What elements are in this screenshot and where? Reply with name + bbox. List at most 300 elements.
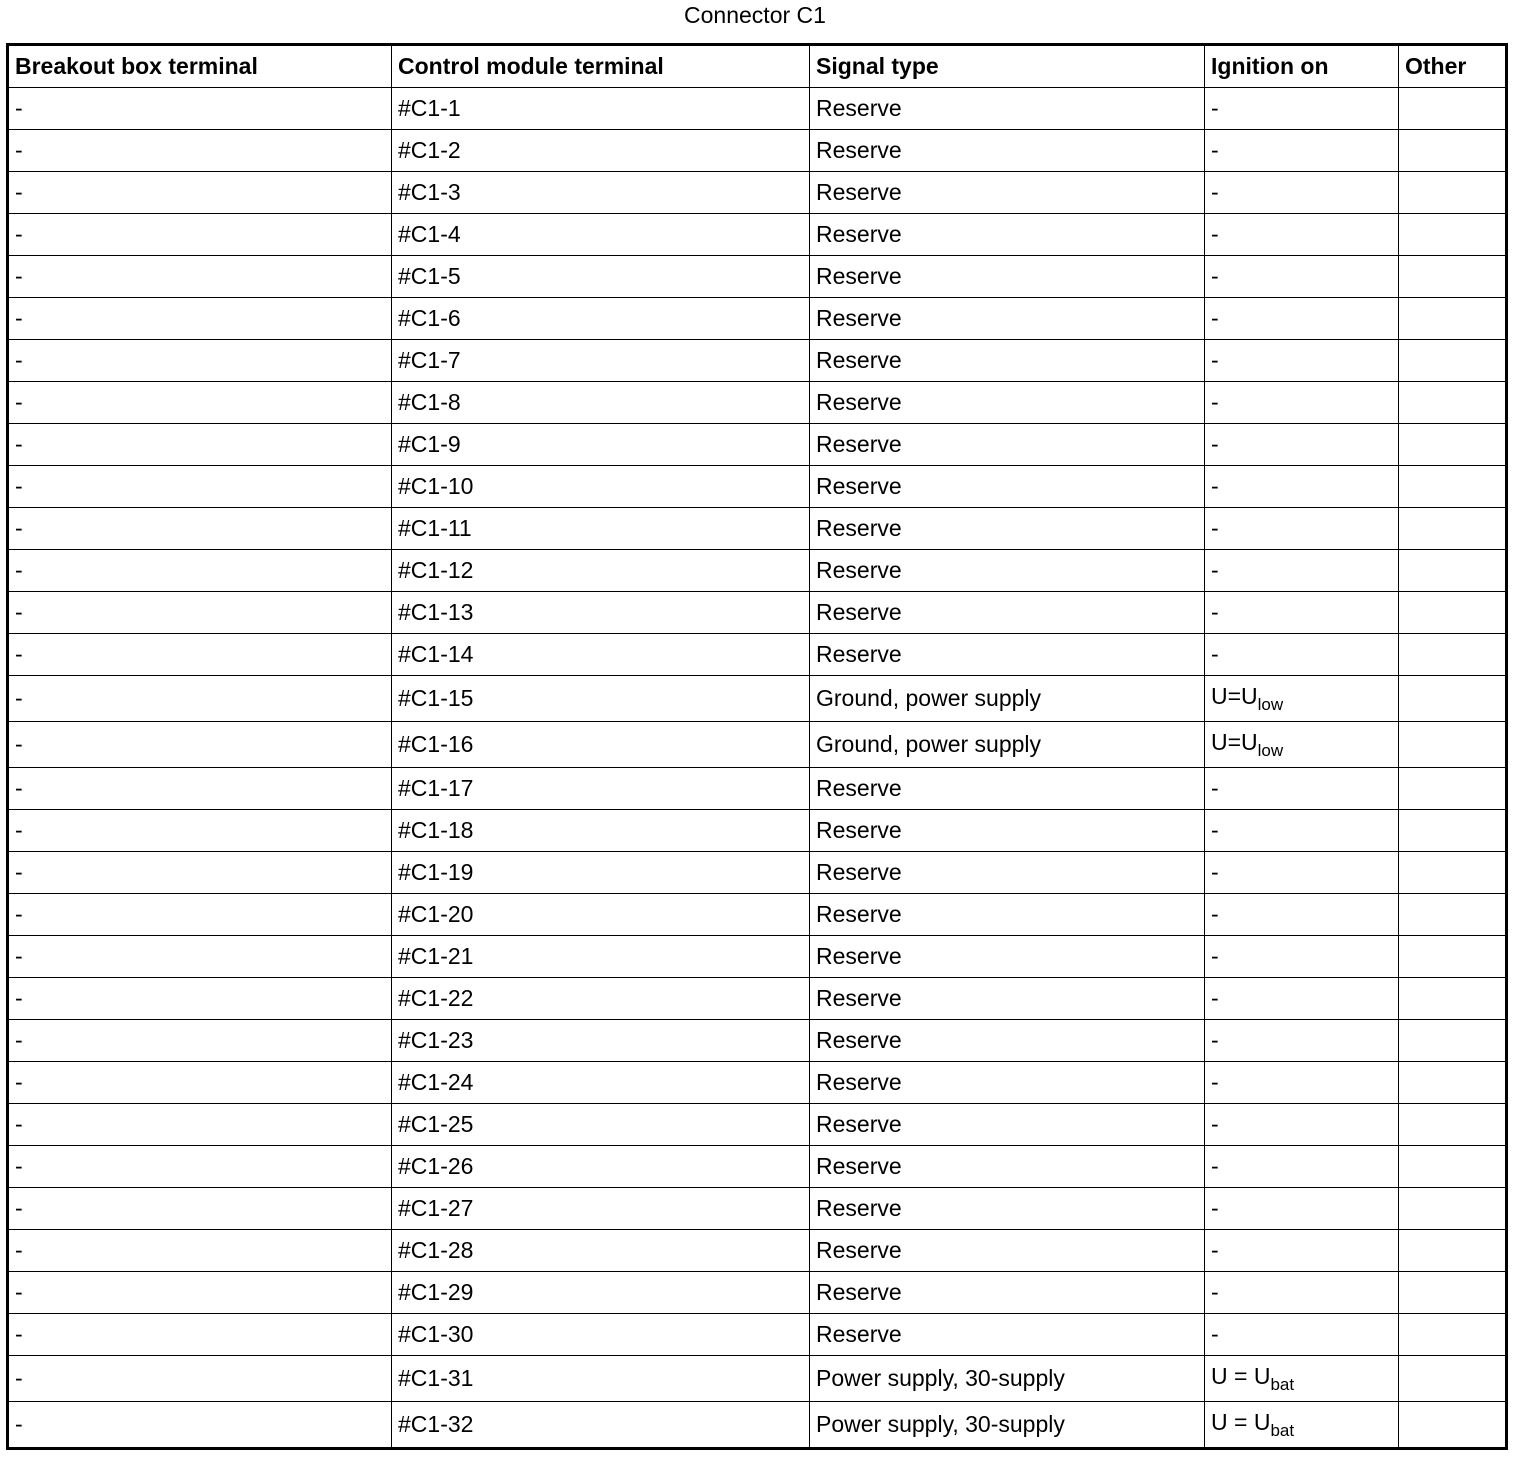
ignition-subscript: low [1257,694,1284,714]
cell-ignition-on [1205,1188,1399,1230]
cell-ignition-on [1205,634,1399,676]
cell-signal-type-text: Reserve [816,1027,902,1053]
table-row [8,852,1507,894]
cell-breakout-box-terminal-text: - [15,389,23,415]
cell-other [1399,768,1507,810]
table-row [8,634,1507,676]
cell-ignition-on-text: - [1211,599,1219,625]
cell-breakout-box-terminal-text: - [15,95,23,121]
cell-control-module-terminal-text: #C1-23 [398,1027,474,1053]
cell-control-module-terminal [392,1188,810,1230]
cell-signal-type [810,1104,1205,1146]
cell-ignition-on-text: - [1211,817,1219,843]
cell-signal-type [810,1272,1205,1314]
cell-breakout-box-terminal [8,936,392,978]
cell-ignition-on [1205,424,1399,466]
cell-ignition-on [1205,1314,1399,1356]
cell-control-module-terminal-text: #C1-18 [398,817,474,843]
cell-control-module-terminal-text: #C1-27 [398,1195,474,1221]
cell-ignition-on [1205,298,1399,340]
cell-ignition-on-text: - [1211,263,1219,289]
cell-breakout-box-terminal-text: - [15,1195,23,1221]
cell-ignition-on [1205,1402,1399,1449]
table-row [8,1188,1507,1230]
table-row [8,214,1507,256]
table-row [8,1314,1507,1356]
cell-breakout-box-terminal [8,1230,392,1272]
cell-signal-type [810,1356,1205,1402]
cell-control-module-terminal-text: #C1-29 [398,1279,474,1305]
cell-signal-type-text: Reserve [816,557,902,583]
cell-signal-type-text: Reserve [816,1069,902,1095]
cell-control-module-terminal [392,130,810,172]
cell-control-module-terminal-text: #C1-31 [398,1365,474,1391]
cell-ignition-on-text: U = U [1211,1408,1271,1435]
table-row [8,1104,1507,1146]
cell-signal-type-text: Reserve [816,1153,902,1179]
cell-signal-type-text: Reserve [816,901,902,927]
cell-ignition-on [1205,340,1399,382]
cell-ignition-on [1205,1146,1399,1188]
cell-signal-type-text: Reserve [816,515,902,541]
ignition-subscript: bat [1270,1420,1295,1440]
cell-ignition-on-text: - [1211,473,1219,499]
cell-breakout-box-terminal [8,466,392,508]
cell-signal-type [810,1314,1205,1356]
cell-ignition-on [1205,1020,1399,1062]
table-row [8,1230,1507,1272]
cell-breakout-box-terminal [8,592,392,634]
cell-breakout-box-terminal [8,382,392,424]
cell-signal-type [810,676,1205,722]
cell-other [1399,508,1507,550]
cell-control-module-terminal-text: #C1-16 [398,731,474,757]
cell-ignition-on-text: - [1211,179,1219,205]
cell-ignition-on-text: - [1211,221,1219,247]
cell-breakout-box-terminal [8,978,392,1020]
cell-breakout-box-terminal [8,1146,392,1188]
cell-signal-type-text: Reserve [816,263,902,289]
cell-signal-type [810,340,1205,382]
cell-control-module-terminal [392,592,810,634]
cell-other [1399,1314,1507,1356]
cell-other [1399,1188,1507,1230]
cell-signal-type [810,214,1205,256]
table-row [8,1356,1507,1402]
cell-breakout-box-terminal-text: - [15,137,23,163]
cell-ignition-on [1205,1272,1399,1314]
cell-signal-type [810,466,1205,508]
cell-control-module-terminal-text: #C1-12 [398,557,474,583]
cell-signal-type [810,1020,1205,1062]
cell-other [1399,634,1507,676]
cell-ignition-on-text: - [1211,389,1219,415]
cell-signal-type [810,172,1205,214]
cell-signal-type-text: Reserve [816,137,902,163]
cell-ignition-on-text: - [1211,95,1219,121]
cell-ignition-on-text: - [1211,901,1219,927]
cell-control-module-terminal-text: #C1-5 [398,263,461,289]
cell-breakout-box-terminal [8,214,392,256]
cell-ignition-on [1205,810,1399,852]
cell-ignition-on-text: - [1211,137,1219,163]
cell-control-module-terminal [392,172,810,214]
cell-control-module-terminal-text: #C1-26 [398,1153,474,1179]
table-row [8,936,1507,978]
ignition-subscript: low [1257,740,1284,760]
column-header-breakout-box-terminal: Breakout box terminal [8,45,392,88]
cell-breakout-box-terminal-text: - [15,1027,23,1053]
cell-control-module-terminal-text: #C1-30 [398,1321,474,1347]
cell-breakout-box-terminal-text: - [15,985,23,1011]
table-row [8,340,1507,382]
cell-signal-type [810,768,1205,810]
cell-other [1399,1020,1507,1062]
cell-ignition-on-text: - [1211,641,1219,667]
cell-control-module-terminal [392,1356,810,1402]
page-title: Connector C1 [684,2,826,28]
cell-other [1399,424,1507,466]
table-row [8,508,1507,550]
cell-control-module-terminal [392,1020,810,1062]
cell-ignition-on [1205,1062,1399,1104]
cell-breakout-box-terminal-text: - [15,1153,23,1179]
cell-control-module-terminal-text: #C1-7 [398,347,461,373]
cell-signal-type-text: Reserve [816,1111,902,1137]
cell-signal-type [810,1230,1205,1272]
cell-control-module-terminal-text: #C1-20 [398,901,474,927]
cell-breakout-box-terminal [8,1188,392,1230]
cell-signal-type [810,298,1205,340]
cell-ignition-on [1205,1356,1399,1402]
cell-ignition-on [1205,768,1399,810]
connector-table [6,43,1508,1450]
cell-signal-type [810,592,1205,634]
cell-control-module-terminal-text: #C1-10 [398,473,474,499]
cell-signal-type-text: Reserve [816,305,902,331]
cell-control-module-terminal [392,1402,810,1449]
cell-control-module-terminal-text: #C1-17 [398,775,474,801]
cell-ignition-on-text: - [1211,1195,1219,1221]
cell-breakout-box-terminal [8,508,392,550]
cell-breakout-box-terminal [8,1272,392,1314]
cell-control-module-terminal-text: #C1-13 [398,599,474,625]
cell-ignition-on [1205,1104,1399,1146]
cell-ignition-on-text: - [1211,1111,1219,1137]
cell-breakout-box-terminal-text: - [15,731,23,757]
cell-breakout-box-terminal-text: - [15,859,23,885]
cell-signal-type-text: Reserve [816,817,902,843]
table-row [8,676,1507,722]
cell-ignition-on [1205,382,1399,424]
cell-other [1399,130,1507,172]
cell-control-module-terminal [392,256,810,298]
cell-breakout-box-terminal [8,340,392,382]
cell-control-module-terminal-text: #C1-24 [398,1069,474,1095]
cell-other [1399,88,1507,130]
cell-breakout-box-terminal-text: - [15,641,23,667]
cell-ignition-on [1205,894,1399,936]
cell-control-module-terminal [392,852,810,894]
cell-ignition-on-text: U = U [1211,1362,1271,1389]
cell-signal-type-text: Reserve [816,389,902,415]
cell-signal-type-text: Reserve [816,1195,902,1221]
cell-signal-type-text: Reserve [816,1279,902,1305]
cell-breakout-box-terminal-text: - [15,1069,23,1095]
table-row [8,88,1507,130]
cell-ignition-on-text: - [1211,943,1219,969]
cell-breakout-box-terminal-text: - [15,263,23,289]
cell-ignition-on [1205,978,1399,1020]
cell-control-module-terminal [392,768,810,810]
cell-control-module-terminal [392,1104,810,1146]
cell-signal-type-text: Reserve [816,431,902,457]
cell-signal-type [810,722,1205,768]
cell-signal-type-text: Power supply, 30-supply [816,1365,1065,1391]
cell-breakout-box-terminal [8,256,392,298]
cell-control-module-terminal-text: #C1-2 [398,137,461,163]
cell-other [1399,1062,1507,1104]
cell-ignition-on-text: - [1211,985,1219,1011]
cell-signal-type-text: Reserve [816,641,902,667]
cell-ignition-on [1205,256,1399,298]
cell-breakout-box-terminal-text: - [15,1321,23,1347]
cell-control-module-terminal [392,676,810,722]
cell-breakout-box-terminal-text: - [15,1111,23,1137]
cell-signal-type [810,550,1205,592]
cell-ignition-on-text: U=U [1211,728,1258,755]
cell-control-module-terminal [392,936,810,978]
cell-signal-type-text: Reserve [816,473,902,499]
cell-ignition-on-text: U=U [1211,682,1258,709]
cell-control-module-terminal [392,1314,810,1356]
cell-control-module-terminal [392,298,810,340]
cell-signal-type-text: Ground, power supply [816,685,1042,711]
cell-signal-type-text: Reserve [816,599,902,625]
cell-ignition-on [1205,592,1399,634]
column-header-control-module-terminal: Control module terminal [392,45,810,88]
cell-ignition-on-text: - [1211,859,1219,885]
cell-control-module-terminal-text: #C1-1 [398,95,461,121]
cell-breakout-box-terminal [8,768,392,810]
cell-other [1399,1272,1507,1314]
cell-signal-type-text: Reserve [816,221,902,247]
cell-breakout-box-terminal-text: - [15,943,23,969]
cell-control-module-terminal [392,466,810,508]
cell-breakout-box-terminal [8,88,392,130]
cell-ignition-on-text: - [1211,1321,1219,1347]
cell-breakout-box-terminal-text: - [15,1365,23,1391]
cell-breakout-box-terminal [8,810,392,852]
cell-ignition-on [1205,214,1399,256]
cell-control-module-terminal [392,810,810,852]
cell-signal-type-text: Power supply, 30-supply [816,1411,1065,1437]
cell-other [1399,852,1507,894]
cell-signal-type [810,1062,1205,1104]
cell-control-module-terminal-text: #C1-28 [398,1237,474,1263]
cell-control-module-terminal [392,634,810,676]
cell-signal-type [810,256,1205,298]
cell-breakout-box-terminal-text: - [15,431,23,457]
table-row [8,172,1507,214]
cell-breakout-box-terminal-text: - [15,685,23,711]
cell-other [1399,1356,1507,1402]
cell-breakout-box-terminal-text: - [15,557,23,583]
cell-signal-type-text: Reserve [816,859,902,885]
cell-ignition-on [1205,466,1399,508]
column-header-signal-type: Signal type [810,45,1205,88]
cell-control-module-terminal [392,550,810,592]
cell-control-module-terminal-text: #C1-25 [398,1111,474,1137]
cell-signal-type [810,852,1205,894]
cell-ignition-on [1205,550,1399,592]
cell-signal-type-text: Ground, power supply [816,731,1042,757]
cell-control-module-terminal [392,1230,810,1272]
cell-signal-type [810,508,1205,550]
cell-other [1399,1104,1507,1146]
table-row [8,1272,1507,1314]
cell-signal-type [810,894,1205,936]
cell-signal-type [810,130,1205,172]
cell-control-module-terminal-text: #C1-21 [398,943,474,969]
cell-control-module-terminal-text: #C1-19 [398,859,474,885]
table-row [8,810,1507,852]
cell-control-module-terminal-text: #C1-3 [398,179,461,205]
table-row [8,978,1507,1020]
cell-ignition-on-text: - [1211,1153,1219,1179]
cell-breakout-box-terminal [8,1356,392,1402]
table-row [8,1020,1507,1062]
table-row [8,1062,1507,1104]
cell-ignition-on [1205,852,1399,894]
cell-breakout-box-terminal-text: - [15,221,23,247]
cell-signal-type [810,810,1205,852]
cell-control-module-terminal [392,1146,810,1188]
cell-breakout-box-terminal [8,852,392,894]
cell-signal-type [810,1402,1205,1449]
table-row [8,722,1507,768]
column-header-other: Other [1399,45,1507,88]
cell-signal-type-text: Reserve [816,943,902,969]
cell-breakout-box-terminal [8,1104,392,1146]
cell-other [1399,214,1507,256]
cell-other [1399,722,1507,768]
cell-other [1399,978,1507,1020]
cell-breakout-box-terminal-text: - [15,305,23,331]
cell-breakout-box-terminal [8,1062,392,1104]
cell-other [1399,936,1507,978]
cell-ignition-on-text: - [1211,431,1219,457]
cell-ignition-on [1205,172,1399,214]
cell-control-module-terminal-text: #C1-4 [398,221,461,247]
cell-ignition-on-text: - [1211,347,1219,373]
cell-signal-type-text: Reserve [816,95,902,121]
table-row [8,256,1507,298]
cell-control-module-terminal [392,382,810,424]
cell-ignition-on-text: - [1211,1237,1219,1263]
table-row [8,550,1507,592]
cell-ignition-on [1205,88,1399,130]
cell-breakout-box-terminal-text: - [15,515,23,541]
cell-control-module-terminal [392,894,810,936]
cell-breakout-box-terminal [8,1020,392,1062]
cell-breakout-box-terminal-text: - [15,817,23,843]
cell-breakout-box-terminal-text: - [15,473,23,499]
cell-signal-type [810,1146,1205,1188]
cell-other [1399,1402,1507,1449]
cell-signal-type-text: Reserve [816,179,902,205]
cell-ignition-on-text: - [1211,1069,1219,1095]
cell-breakout-box-terminal [8,130,392,172]
cell-control-module-terminal [392,722,810,768]
cell-breakout-box-terminal-text: - [15,775,23,801]
cell-ignition-on [1205,508,1399,550]
cell-ignition-on [1205,130,1399,172]
cell-breakout-box-terminal [8,424,392,466]
cell-signal-type [810,382,1205,424]
cell-control-module-terminal [392,424,810,466]
cell-signal-type [810,936,1205,978]
cell-other [1399,676,1507,722]
cell-breakout-box-terminal [8,172,392,214]
cell-other [1399,894,1507,936]
cell-ignition-on-text: - [1211,1027,1219,1053]
cell-other [1399,1146,1507,1188]
cell-breakout-box-terminal [8,894,392,936]
cell-breakout-box-terminal-text: - [15,347,23,373]
table-row [8,424,1507,466]
table-row [8,592,1507,634]
cell-breakout-box-terminal [8,298,392,340]
cell-breakout-box-terminal [8,1402,392,1449]
cell-ignition-on-text: - [1211,305,1219,331]
cell-other [1399,298,1507,340]
table-row [8,298,1507,340]
cell-breakout-box-terminal [8,676,392,722]
cell-ignition-on [1205,1230,1399,1272]
cell-control-module-terminal-text: #C1-11 [398,515,472,541]
cell-other [1399,256,1507,298]
cell-signal-type-text: Reserve [816,775,902,801]
table-row [8,1146,1507,1188]
cell-breakout-box-terminal-text: - [15,901,23,927]
cell-control-module-terminal [392,1272,810,1314]
cell-breakout-box-terminal [8,634,392,676]
cell-control-module-terminal-text: #C1-15 [398,685,474,711]
table-row [8,768,1507,810]
cell-ignition-on [1205,722,1399,768]
cell-control-module-terminal-text: #C1-9 [398,431,461,457]
cell-signal-type [810,978,1205,1020]
cell-signal-type [810,424,1205,466]
ignition-subscript: bat [1270,1374,1295,1394]
cell-control-module-terminal [392,340,810,382]
cell-other [1399,466,1507,508]
cell-signal-type [810,1188,1205,1230]
cell-signal-type-text: Reserve [816,1321,902,1347]
cell-breakout-box-terminal-text: - [15,179,23,205]
cell-other [1399,382,1507,424]
cell-other [1399,810,1507,852]
cell-ignition-on-text: - [1211,775,1219,801]
column-header-ignition-on: Ignition on [1205,45,1399,88]
cell-control-module-terminal [392,214,810,256]
table-row [8,382,1507,424]
cell-control-module-terminal-text: #C1-32 [398,1411,474,1437]
cell-signal-type-text: Reserve [816,347,902,373]
cell-ignition-on-text: - [1211,515,1219,541]
cell-ignition-on [1205,936,1399,978]
